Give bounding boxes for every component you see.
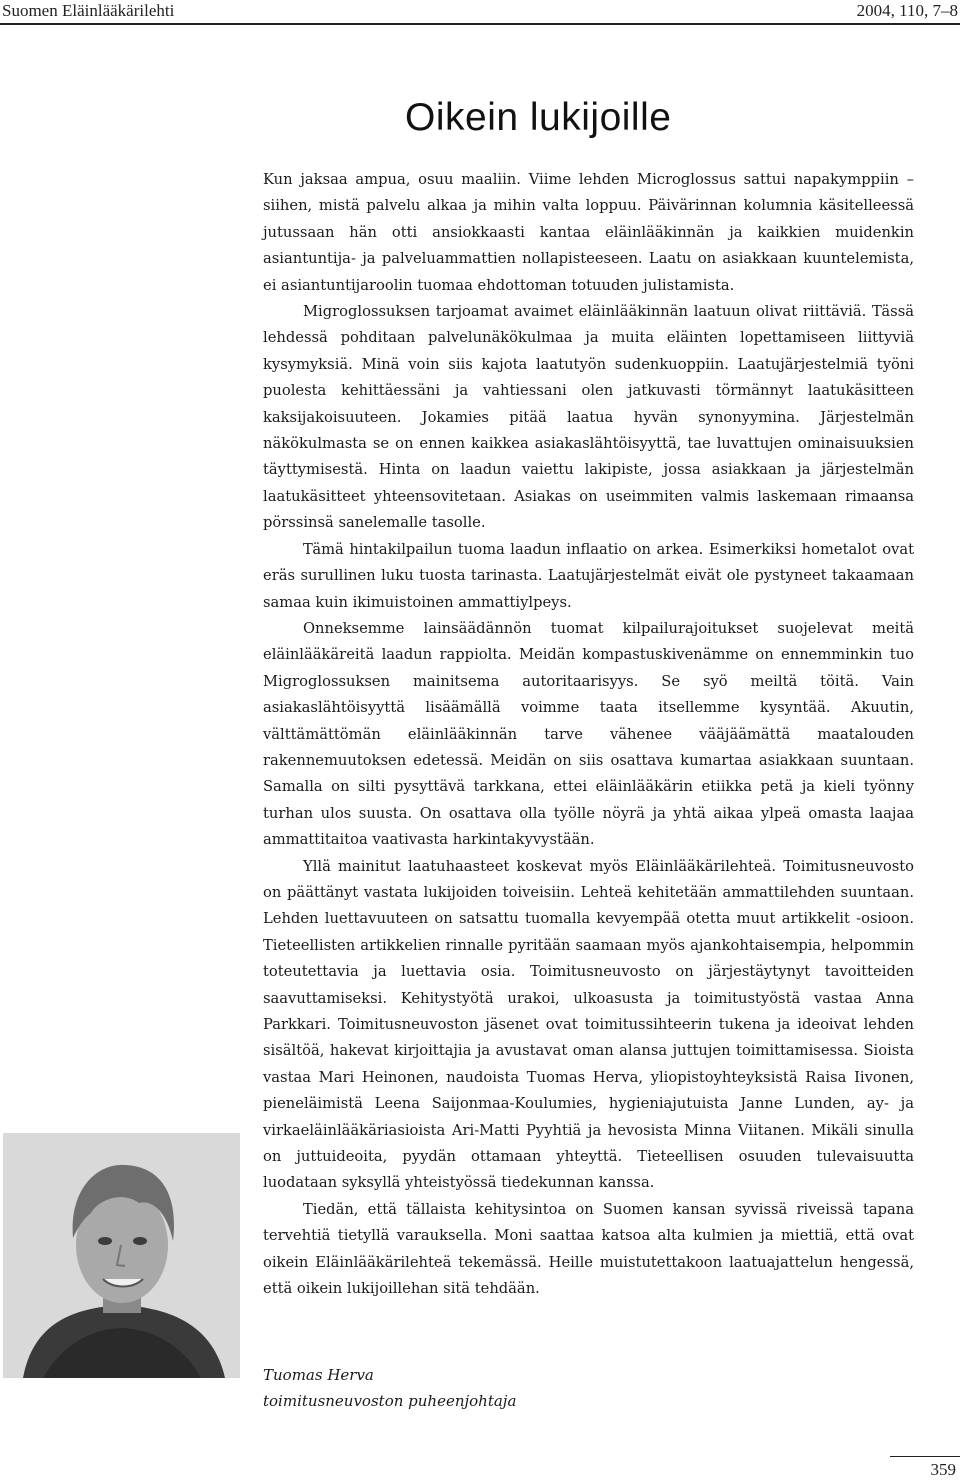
author-portrait — [3, 1133, 240, 1378]
paragraph-4: Onneksemme lainsäädännön tuomat kilpailurajoitukset suojelevat meitä eläinlääkäreitä laadun rappiolta. Meidän kompastuskivenämme on ennemminkin tuo Migroglossuksen mainitsema autoritaarisyys. Se syö meiltä töitä. Vain asiakaslähtöisyyttä lisäämällä voimme taata itsellemme kysyntää. Akuutin, välttämättömän eläinlääkinnän tarve vähenee vääjäämättä maatalouden rakennemuutoksen edetessä. Meidän on siis osattava kumartaa asiakkaan suuntaan. Samalla on silti pysyttävä tarkkana, ettei eläinlääkärin etiikka petä ja kieli työnny turhan ulos suusta. On osattava olla työlle nöyrä ja yhtä aikaa ylpeä omasta laajaa ammattitaitoa vaativasta harkintakyvystään. — [263, 619, 914, 849]
paragraph-5: Yllä mainitut laatuhaasteet koskevat myös Eläinlääkärilehteä. Toimitusneuvosto on päättänyt vastata lukijoiden toiveisiin. Lehteä kehitetään ammattilehden suuntaan. Lehden luettavuuteen on satsattu tuomalla kevyempää otetta muut artikkelit -osioon. Tieteellisten artikkelien rinnalle pyritään saamaan myös ajankohtaisempia, helpommin toteutettavia ja luettavia osia. Toimitusneuvosto on järjestäytynyt tavoitteiden saavuttamiseksi. Kehitystyötä urakoi, ulkoasusta ja toimitustyöstä vastaa Anna Parkkari. Toimitusneuvoston jäsenet ovat toimitussihteerin tukena ja ideoivat lehden sisältöä, hakevat kirjoittajia ja avustavat oman alansa juttujen toimittamisessa. Sioista vastaa Mari Heinonen, naudoista Tuomas Herva, yliopistoyhteyksistä Raisa Iivonen, pieneläimistä Leena Saijonmaa-Koulumies, hygieniajutuista Janne Lunden, ay- ja virkaeläinlääkäriasioista Ari-Matti Pyyhtiä ja hevosista Minna Viitanen. Mikäli sinulla on juttuideoita, pyydän ottamaan yhteyttä. Tieteellisen osuuden tulevaisuutta luodataan syksyllä yhteistyössä tiedekunnan kanssa. — [263, 857, 914, 1192]
author-signature — [263, 1362, 516, 1414]
author-name: Tuomas Herva — [263, 1366, 374, 1384]
article-body — [263, 167, 914, 1302]
running-header — [0, 0, 960, 25]
paragraph-6: Tiedän, että tällaista kehitysintoa on Suomen kansan syvissä riveissä tapana tervehtiä tietyllä varauksella. Moni saattaa katsoa alta kulmien ja miettiä, että ovat oikein Eläinlääkärilehteä tekemässä. Heille muistutettakoon laatuajattelun hengessä, että oikein lukijoillehan sitä tehdään. — [263, 1200, 914, 1298]
paragraph-1: Kun jaksaa ampua, osuu maaliin. Viime lehden Microglossus sattui napakymppiin – siihen, mistä palvelu alkaa ja mihin valta loppuu. Päivärinnan kolumnia käsitelleessä jutussaan hän otti ansiokkaasti kantaa eläinlääkinnän ja kaikkien muidenkin asiantuntija- ja palveluammattien nollapisteeseen. Laatu on asiakkaan kuuntelemista, ei asiantuntijaroolin tuomaa ehdottoman totuuden julistamista. — [263, 171, 914, 294]
issue-info: 2004, 110, 7–8 — [856, 1, 958, 20]
author-role: toimitusneuvoston puheenjohtaja — [263, 1392, 517, 1410]
paragraph-2: Migroglossuksen tarjoamat avaimet eläinlääkinnän laatuun olivat riittäviä. Tässä lehdessä pohditaan palvelunäkökulmaa ja muita eläinten lopettamiseen liittyviä kysymyksiä. Minä voin siis kajota laatutyön sudenkuoppiin. Laatujärjestelmiä työni puolesta kehittäessäni ja vahtiessani olen jatkuvasti törmännyt laatukäsitteen kaksijakoisuuteen. Jokamies pitää laatua hyvän synonyymina. Järjestelmän näkökulmasta se on ennen kaikkea asiakaslähtöisyyttä, tae luvattujen ominaisuuksien täyttymisestä. Hinta on laadun vaiettu lakipiste, jossa asiakkaan ja järjestelmän laatukäsitteet yhteensovitetaan. Asiakas on useimmiten valmis laskemaan rimaansa pörssinsä sanelemalle tasolle. — [263, 303, 914, 532]
article-title: Oikein lukijoille — [405, 96, 672, 139]
header-rule — [0, 23, 960, 25]
page-number-rule — [890, 1456, 960, 1457]
portrait-image — [3, 1133, 240, 1378]
journal-name: Suomen Eläinlääkärilehti — [2, 1, 175, 20]
paragraph-3: Tämä hintakilpailun tuoma laadun inflaatio on arkea. Esimerkiksi hometalot ovat eräs surullinen luku tuosta tarinasta. Laatujärjestelmät eivät ole pystyneet takaamaan samaa kuin ikimuistoinen ammattiylpeys. — [263, 540, 914, 611]
page-number: 359 — [930, 1460, 956, 1479]
